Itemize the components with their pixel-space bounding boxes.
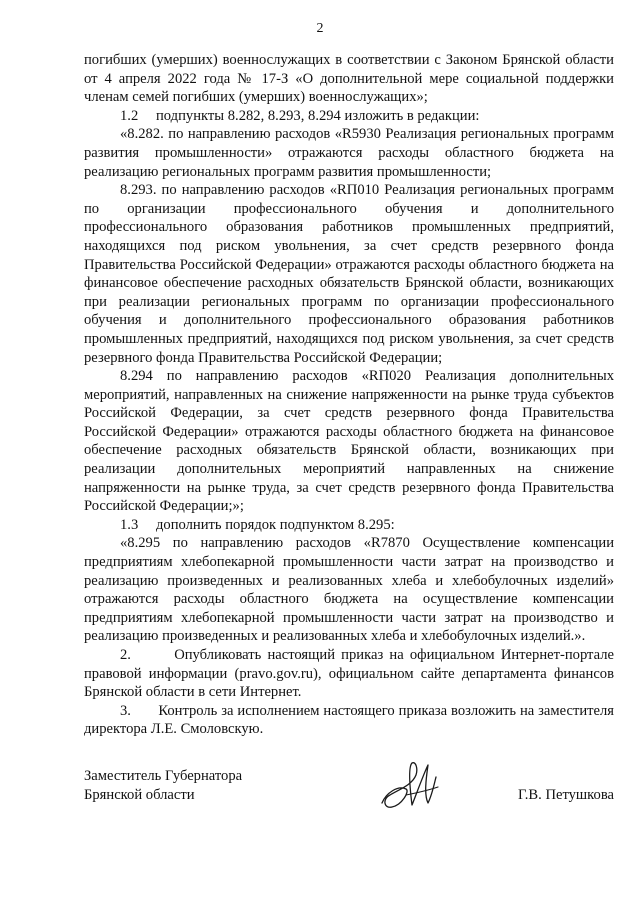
item-number: 3. bbox=[120, 702, 131, 719]
paragraph-8-282: «8.282. по направлению расходов «R5930 Реализация региональных программ развития промышленности» отражаются расходы областного бюджета на реализацию региональных программ развития промышленности; bbox=[84, 126, 614, 180]
signatory-name: Г.В. Петушкова bbox=[517, 786, 614, 803]
document-body bbox=[84, 51, 614, 739]
signatory-title-line-1: Заместитель Губернатора bbox=[84, 768, 243, 784]
list-item-1-2 bbox=[84, 107, 614, 126]
item-text: подпункты 8.282, 8.293, 8.294 изложить в редакции: bbox=[156, 107, 480, 124]
paragraph-2 bbox=[84, 646, 614, 702]
item-text: Опубликовать настоящий приказ на официальном Интернет-портале правовой информации (pravo.gov.ru), официальном сайте департамента финансов Брянской области в сети Интернет. bbox=[84, 647, 614, 701]
item-text: дополнить порядок подпунктом 8.295: bbox=[156, 516, 395, 533]
item-number: 1.2 bbox=[120, 107, 139, 124]
signature-block bbox=[84, 767, 614, 827]
paragraph-3 bbox=[84, 702, 614, 739]
item-text: Контроль за исполнением настоящего приказа возложить на заместителя директора Л.Е. Смоловскую. bbox=[84, 702, 614, 738]
list-item-1-3 bbox=[84, 516, 614, 535]
handwritten-signature bbox=[376, 755, 456, 815]
paragraph-8-295: «8.295 по направлению расходов «R7870 Осуществление компенсации предприятиям хлебопекарной промышленности части затрат на производство и реализацию произведенных и реализованных хлеба и хлебобулочных изделий» отражаются расходы областного бюджета на осуществление компенсации предприятиям хлебопекарной промышленности части затрат на производство и реализацию произведенных и реализованных хлеба и хлебобулочных изделий.». bbox=[84, 535, 614, 645]
item-number: 2. bbox=[120, 647, 131, 663]
page-number: 2 bbox=[316, 21, 324, 36]
signatory-title-line-2: Брянской области bbox=[84, 786, 195, 803]
paragraph-8-293: 8.293. по направлению расходов «RП010 Реализация региональных программ по организации профессионального обучения и дополнительного профессионального образования работников промышленных предприятий, находящихся под риском увольнения, за счет средств резервного фонда Правительства Российской Федерации» отражаются расходы областного бюджета на финансовое обеспечение расходных обязательств Брянской области, возникающих при реализации региональных программ по организации профессионального обучения и дополнительного профессионального образования работников промышленных предприятий, находящихся под риском увольнения, за счет средств резервного фонда Правительства Российской Федерации; bbox=[84, 182, 614, 366]
paragraph-continuation: погибших (умерших) военнослужащих в соответствии с Законом Брянской области от 4 апреля 2022 года № 17-З «О дополнительной мере социальной поддержки членам семей погибших (умерших) военнослужащих»; bbox=[84, 52, 614, 106]
signatory-title bbox=[84, 767, 242, 804]
item-number: 1.3 bbox=[120, 516, 139, 533]
paragraph-8-294: 8.294 по направлению расходов «RП020 Реализация дополнительных мероприятий, направленных на снижение напряженности на рынке труда субъектов Российской Федерации, за счет средств резервного фонда Правительства Российской Федерации» отражаются расходы областного бюджета на финансовое обеспечение расходных обязательств Брянской области, возникающих при реализации дополнительных мероприятий направленных на снижение напряженности на рынке труда, за счет средств резервного фонда Правительства Российской Федерации;»; bbox=[84, 368, 614, 515]
